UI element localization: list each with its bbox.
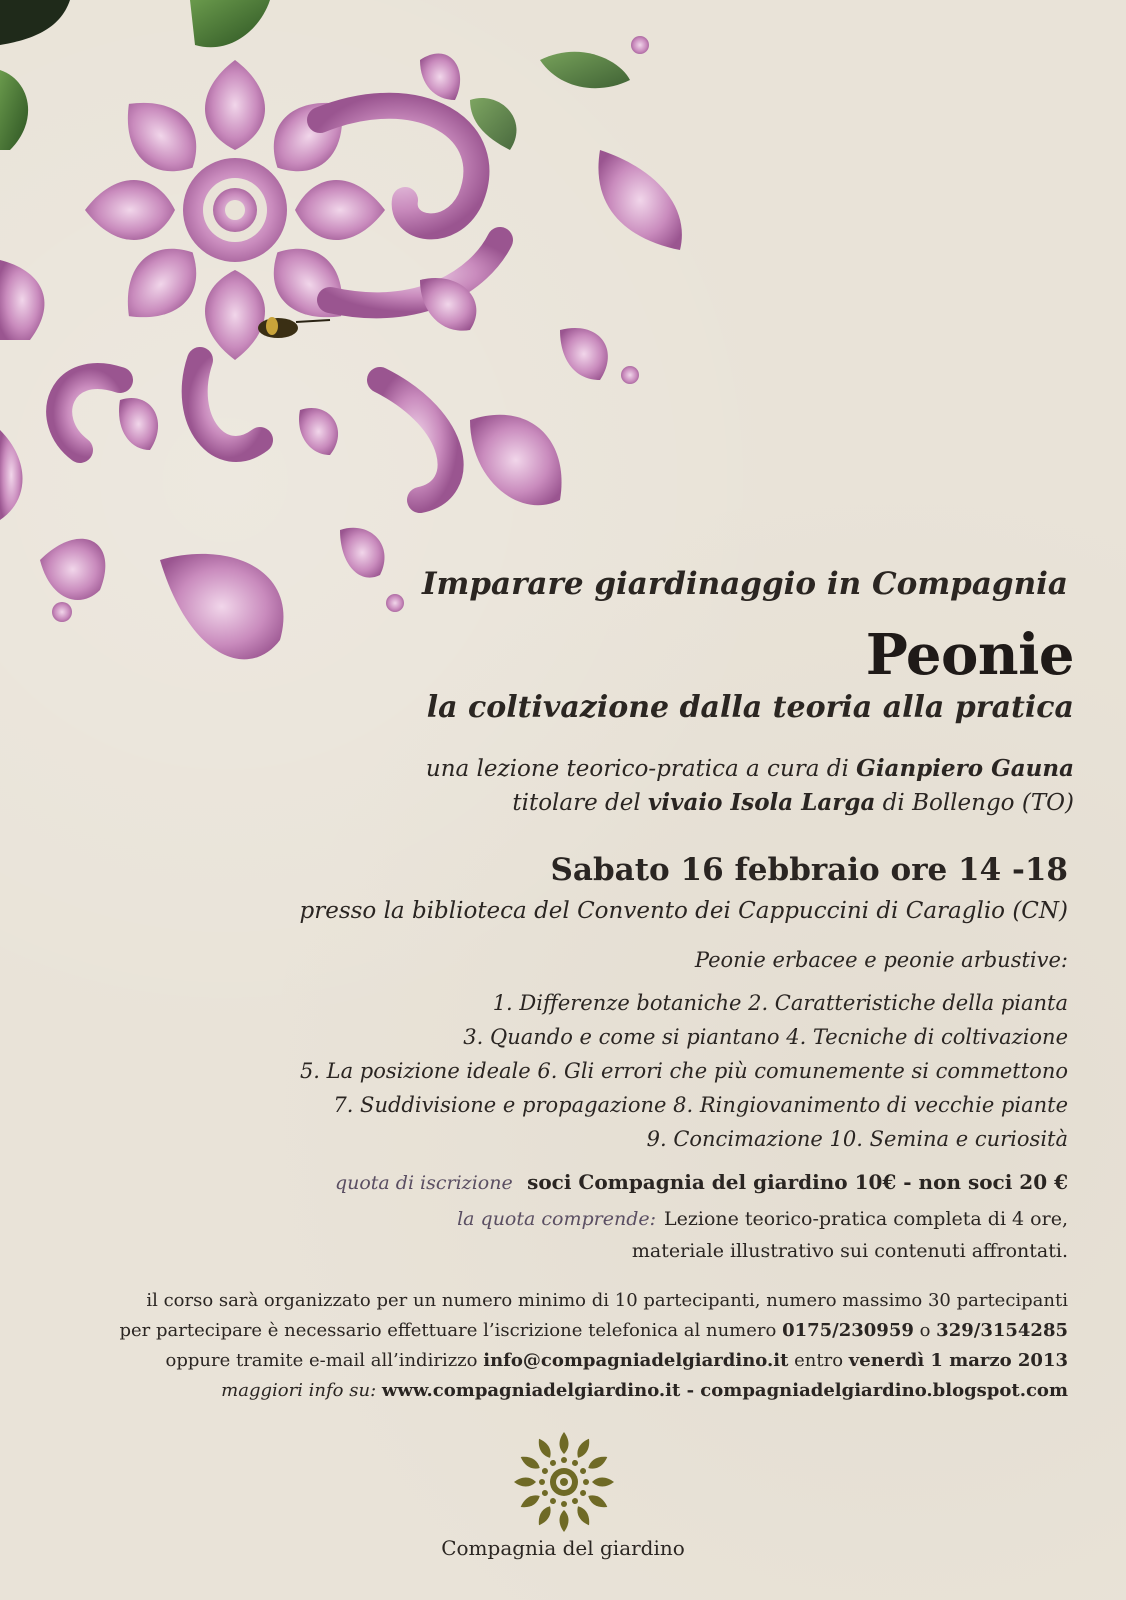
phone-number-1[interactable]: 0175/230959: [782, 1320, 914, 1341]
nursery-location: di Bollengo (TO): [875, 790, 1074, 816]
event-venue: presso la biblioteca del Convento dei Cappuccini di Caraglio (CN): [299, 898, 1068, 924]
subtitle: la coltivazione dalla teoria alla pratica: [426, 690, 1074, 725]
lecturer-info: [426, 752, 1074, 820]
fee-includes: [457, 1203, 1068, 1267]
includes-text-1: Lezione teorico-pratica completa di 4 ore,: [664, 1208, 1068, 1230]
event-date: Sabato 16 febbraio ore 14 -18: [550, 852, 1068, 888]
includes-text-2: materiale illustrativo sui contenuti affrontati.: [631, 1240, 1068, 1262]
topic-line: 9. Concimazione 10. Semina e curiosità: [646, 1127, 1068, 1151]
lecturer-name: Gianpiero Gauna: [856, 755, 1074, 782]
fee-label: quota di iscrizione: [334, 1172, 513, 1194]
phone-or: o: [913, 1320, 937, 1341]
lecturer-line: [426, 752, 1074, 786]
more-info-label: maggiori info su:: [221, 1380, 382, 1401]
footer-phone-line: [119, 1316, 1068, 1346]
logo-emblem-icon: [510, 1428, 618, 1536]
includes-label: la quota comprende:: [457, 1208, 657, 1230]
page-title: Peonie: [865, 622, 1074, 688]
topics-list: [300, 986, 1068, 1156]
footer-info: [119, 1286, 1068, 1406]
fee-line: [335, 1170, 1068, 1194]
topic-line: 3. Quando e come si piantano 4. Tecniche di coltivazione: [463, 1025, 1068, 1049]
email-intro: oppure tramite e-mail all’indirizzo: [165, 1350, 484, 1371]
series-title: Imparare giardinaggio in Compagnia: [422, 566, 1068, 602]
email-link[interactable]: info@compagniadelgiardino.it: [483, 1350, 789, 1371]
nursery-prefix: titolare del: [512, 790, 649, 816]
includes-line-1: [457, 1203, 1068, 1235]
nursery-line: [426, 786, 1074, 820]
phone-number-2[interactable]: 329/3154285: [936, 1320, 1068, 1341]
nursery-name: vivaio Isola Larga: [648, 789, 876, 816]
topics-heading: Peonie erbacee e peonie arbustive:: [694, 948, 1068, 972]
lecturer-prefix: una lezione teorico-pratica a cura di: [425, 756, 857, 782]
topic-line: 7. Suddivisione e propagazione 8. Ringiovanimento di vecchie piante: [333, 1093, 1068, 1117]
footer-email-line: [119, 1346, 1068, 1376]
topic-line: 1. Differenze botaniche 2. Caratteristiche della pianta: [492, 991, 1068, 1015]
website-links[interactable]: www.compagniadelgiardino.it - compagniadelgiardino.blogspot.com: [381, 1380, 1068, 1401]
footer-participants: il corso sarà organizzato per un numero minimo di 10 partecipanti, numero massimo 30 partecipanti: [146, 1290, 1068, 1311]
logo-name: Compagnia del giardino: [441, 1536, 685, 1560]
fee-amount: soci Compagnia del giardino 10€ - non soci 20 €: [527, 1170, 1068, 1194]
footer-web-line: [119, 1376, 1068, 1406]
topic-line: 5. La posizione ideale 6. Gli errori che più comunemente si commettono: [299, 1059, 1068, 1083]
phone-intro: per partecipare è necessario effettuare l’iscrizione telefonica al numero: [119, 1320, 783, 1341]
deadline: venerdì 1 marzo 2013: [848, 1350, 1068, 1371]
deadline-intro: entro: [788, 1350, 849, 1371]
